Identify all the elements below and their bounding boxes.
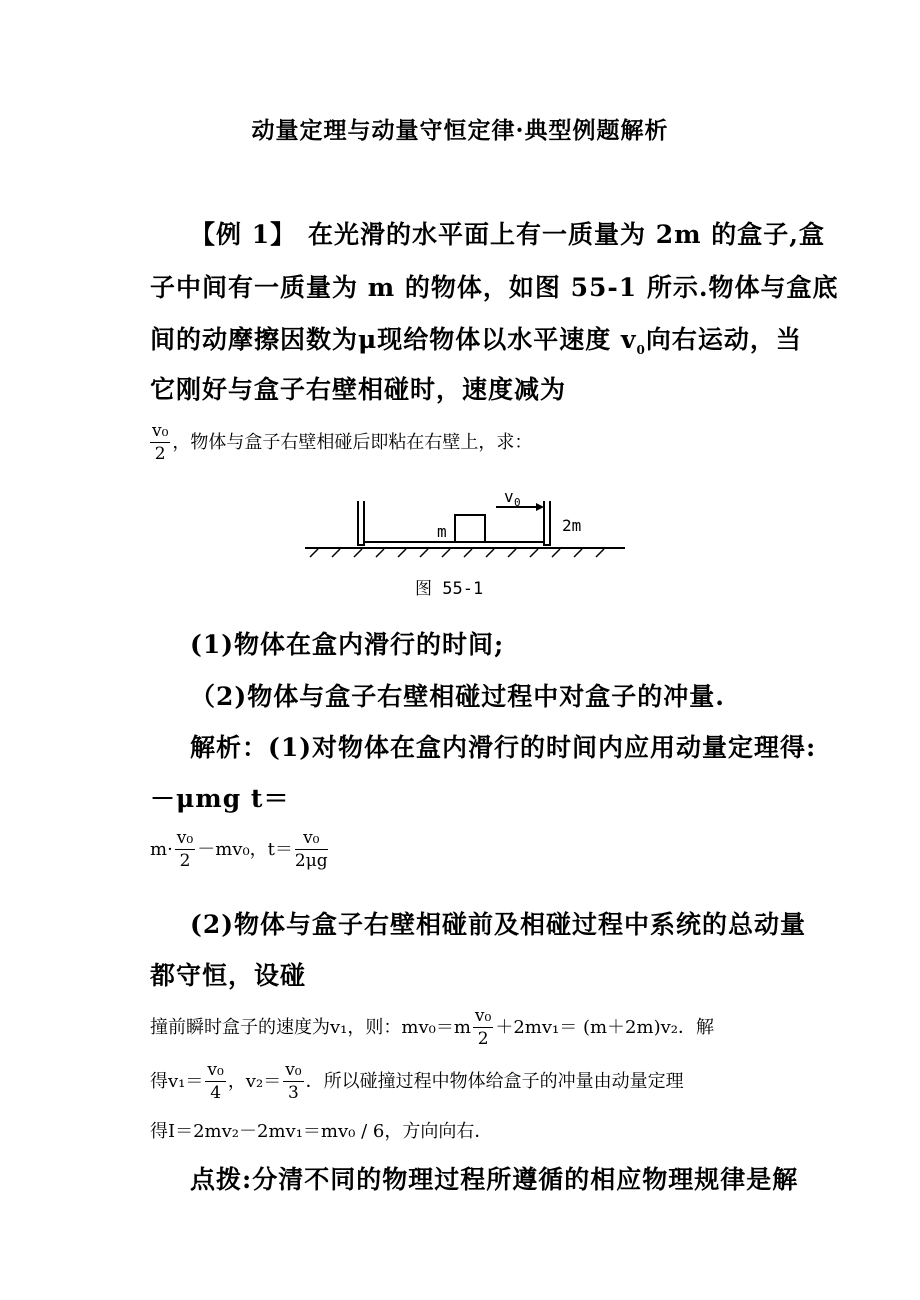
line3-part-b: ＋2mv₁＝ (m＋2m)v₂．解	[495, 1017, 714, 1038]
example-line-3	[150, 320, 802, 357]
question-1: (1)物体在盒内滑行的时间;	[190, 630, 505, 659]
example-line-2: 子中间有一质量为 m 的物体，如图 55-1 所示.物体与盒底	[150, 273, 839, 302]
question-2: （2)物体与盒子右壁相碰过程中对盒子的冲量.	[190, 682, 725, 711]
solution-part-2-line-1: (2)物体与盒子右壁相碰前及相碰过程中系统的总动量	[190, 910, 807, 939]
fraction-v0-over-2: $\frac{\text{v₀}}{2}$	[474, 1006, 492, 1049]
example-line-3-b: 向右运动，当	[645, 325, 802, 354]
solution-eq-2	[150, 830, 330, 870]
line4-part-b: ，v₂＝	[227, 1071, 282, 1092]
figure-caption: 图 55-1	[415, 579, 484, 599]
solution-line-4	[150, 1062, 684, 1102]
fraction-v0-over-3: $\frac{\text{v₀}}{3}$	[285, 1060, 302, 1103]
label-m: m	[437, 522, 447, 541]
ground-hatching	[310, 549, 604, 557]
label-2m: 2m	[562, 516, 582, 535]
solution-line-3	[150, 1008, 714, 1048]
example-line-5-text: ，物体与盒子右壁相碰后即粘在右壁上，求：	[172, 432, 533, 453]
fraction-v0-over-4: $\frac{\text{v₀}}{4}$	[207, 1060, 224, 1103]
fraction-v0-over-2: $\frac{\text{v₀}}{2}$	[152, 421, 169, 464]
fraction-v0-over-2: $\frac{\text{v₀}}{2}$	[176, 828, 194, 871]
example-line-3-a: 间的动摩擦因数为μ现给物体以水平速度 v	[150, 325, 637, 354]
example-line-3-sub: 0	[636, 343, 646, 357]
line4-part-c: ．所以碰撞过程中物体给盒子的冲量由动量定理	[305, 1071, 684, 1092]
hint-text: 点拨:分清不同的物理过程所遵循的相应物理规律是解	[190, 1165, 799, 1194]
solution-line-5: 得I＝2mv₂－2mv₁＝mv₀ / 6，方向向右．	[150, 1121, 493, 1142]
eq2-part-b: －mv₀，t＝	[197, 839, 293, 860]
velocity-arrow-head	[536, 503, 544, 511]
example-line-1: 在光滑的水平面上有一质量为 2m 的盒子,盒	[308, 220, 825, 249]
example-line-4: 它刚好与盒子右壁相碰时，速度减为	[150, 375, 567, 404]
label-v0-sub: 0	[514, 496, 521, 509]
page-title: 动量定理与动量守恒定律·典型例题解析	[251, 117, 669, 144]
box-left-wall	[358, 501, 364, 545]
eq2-part-a: m·	[150, 839, 173, 860]
line3-part-a: 撞前瞬时盒子的速度为v₁，则：mv₀＝m	[150, 1017, 471, 1038]
fraction-v0-over-2mug: $\frac{\text{v₀}}{2\mu g}$	[294, 828, 328, 871]
example-line-5	[148, 423, 532, 463]
solution-intro: 解析：(1)对物体在盒内滑行的时间内应用动量定理得:	[190, 733, 817, 762]
block-m	[455, 515, 485, 542]
solution-part-2-line-2: 都守恒，设碰	[150, 961, 307, 990]
label-v0: v	[504, 487, 514, 506]
example-label: 【例 1】	[190, 220, 297, 249]
box-right-wall	[544, 501, 550, 545]
solution-eq-1: －μmg t＝	[150, 784, 290, 813]
line4-part-a: 得v₁＝	[150, 1071, 204, 1092]
